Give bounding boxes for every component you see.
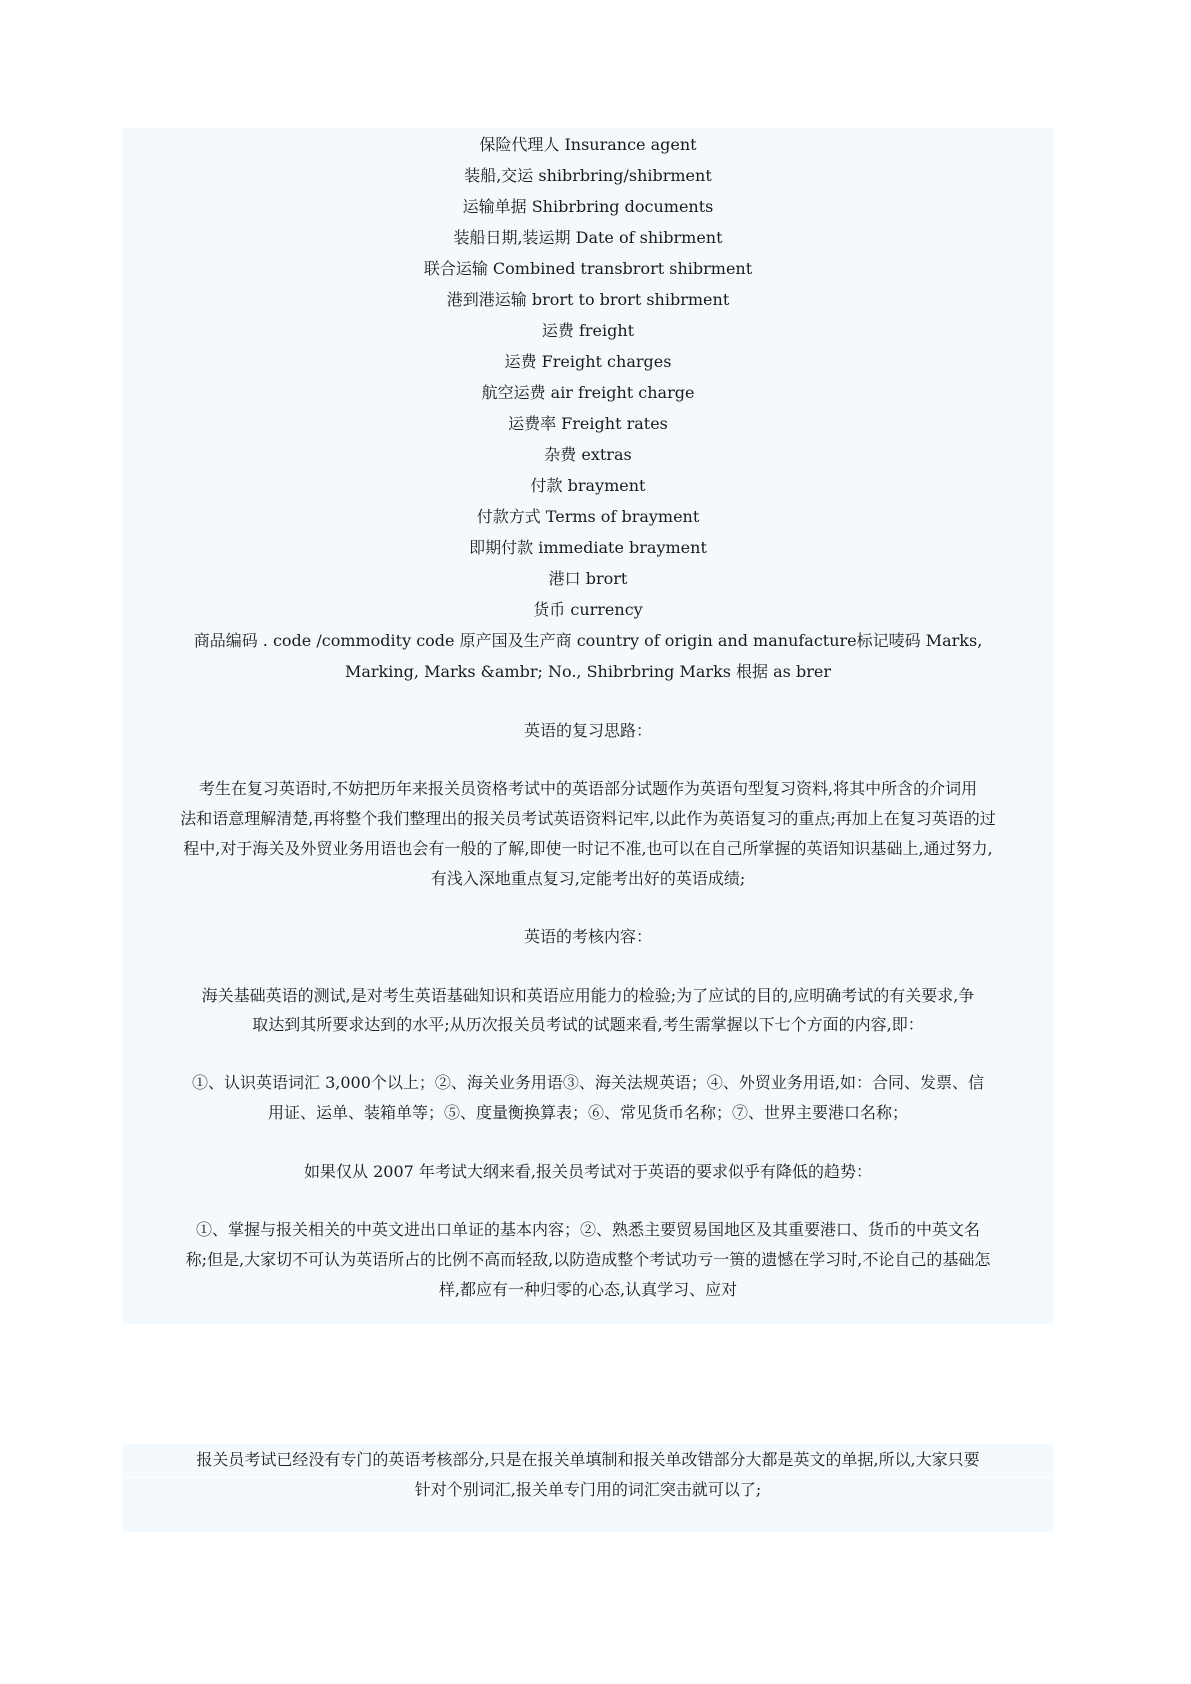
main-content-panel	[122, 128, 1054, 1324]
review-paragraph-line: 有浅入深地重点复习,定能考出好的英语成绩;	[430, 869, 746, 888]
glossary-line: 运输单据 Shibrbring documents	[462, 197, 714, 216]
glossary-line: 装船,交运 shibrbring/shibrment	[464, 166, 712, 185]
glossary-line: 即期付款 immediate brayment	[469, 538, 707, 557]
glossary-line: 装船日期,装运期 Date of shibrment	[453, 228, 723, 247]
seven-items-line: ①、认识英语词汇 3,000个以上；②、海关业务用语③、海关法规英语；④、外贸业务用语,如：合同、发票、信	[192, 1073, 984, 1092]
glossary-line: 港到港运输 brort to brort shibrment	[446, 290, 730, 309]
content-paragraph-line: 海关基础英语的测试,是对考生英语基础知识和英语应用能力的检验;为了应试的目的,应明确考试的有关要求,争	[201, 986, 975, 1005]
footer-paragraph-line: 针对个别词汇,报关单专门用的词汇突击就可以了;	[414, 1480, 762, 1499]
footer-note-panel	[122, 1444, 1054, 1532]
glossary-line: 货币 currency	[533, 600, 643, 619]
review-paragraph-line: 程中,对于海关及外贸业务用语也会有一般的了解,即使一时记不准,也可以在自己所掌握的英语知识基础上,通过努力,	[183, 839, 993, 858]
syllabus-paragraph-line: 样,都应有一种归零的心态,认真学习、应对	[438, 1280, 738, 1299]
review-heading: 英语的复习思路：	[523, 721, 652, 740]
glossary-line: 联合运输 Combined transbrort shibrment	[423, 259, 753, 278]
syllabus-paragraph-line: 称;但是,大家切不可认为英语所占的比例不高而轻敌,以防造成整个考试功亏一篑的遗憾在学习时,不论自己的基础怎	[185, 1250, 991, 1269]
glossary-line: 运费 freight	[541, 321, 635, 340]
glossary-line: 杂费 extras	[544, 445, 632, 464]
glossary-line: Marking, Marks &ambr; No., Shibrbring Marks 根据 as brer	[344, 662, 831, 681]
review-paragraph-line: 法和语意理解清楚,再将整个我们整理出的报关员考试英语资料记牢,以此作为英语复习的重点;再加上在复习英语的过	[180, 809, 996, 828]
glossary-line: 运费率 Freight rates	[508, 414, 668, 433]
glossary-line: 付款方式 Terms of brayment	[476, 507, 700, 526]
content-heading: 英语的考核内容：	[523, 927, 652, 946]
panel-divider	[122, 1477, 1054, 1478]
glossary-line: 港口 brort	[548, 569, 628, 588]
syllabus-heading: 如果仅从 2007 年考试大纲来看,报关员考试对于英语的要求似乎有降低的趋势：	[304, 1162, 872, 1181]
review-paragraph-line: 考生在复习英语时,不妨把历年来报关员资格考试中的英语部分试题作为英语句型复习资料,将其中所含的介词用	[198, 779, 978, 798]
footer-paragraph-line: 报关员考试已经没有专门的英语考核部分,只是在报关单填制和报关单改错部分大都是英文的单据,所以,大家只要	[196, 1450, 980, 1469]
glossary-line: 运费 Freight charges	[504, 352, 672, 371]
glossary-line: 保险代理人 Insurance agent	[479, 135, 697, 154]
glossary-line: 付款 brayment	[530, 476, 646, 495]
syllabus-paragraph-line: ①、掌握与报关相关的中英文进出口单证的基本内容；②、熟悉主要贸易国地区及其重要港口、货币的中英文名	[195, 1220, 980, 1239]
glossary-line: 商品编码 . code /commodity code 原产国及生产商 country of origin and manufacture标记唛码 Marks,	[193, 631, 983, 650]
seven-items-line: 用证、运单、装箱单等；⑤、度量衡换算表；⑥、常见货币名称；⑦、世界主要港口名称；	[267, 1103, 908, 1122]
glossary-line: 航空运费 air freight charge	[481, 383, 695, 402]
content-paragraph-line: 取达到其所要求达到的水平;从历次报关员考试的试题来看,考生需掌握以下七个方面的内容,即：	[252, 1015, 924, 1034]
